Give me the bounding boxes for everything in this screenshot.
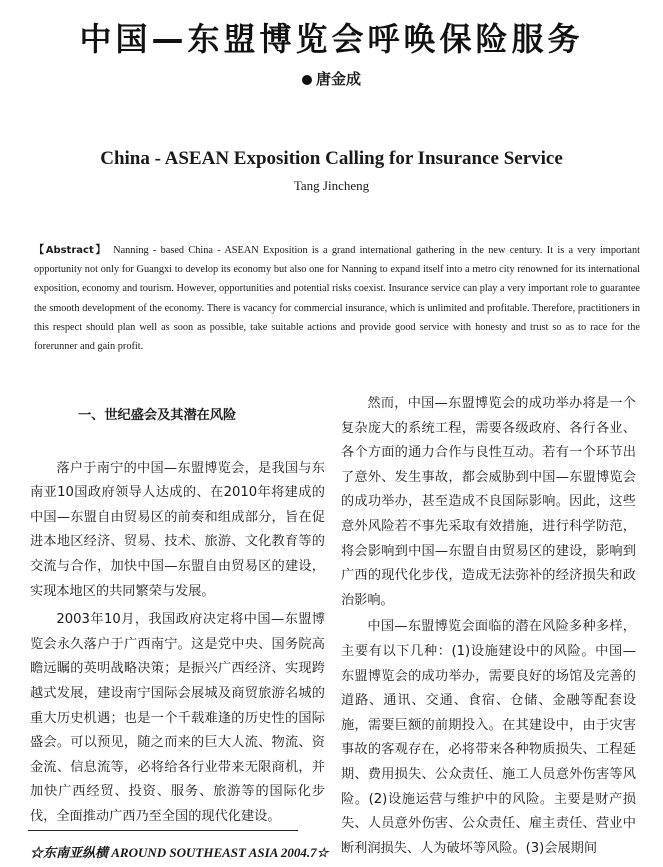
left-column bbox=[30, 392, 325, 834]
section-heading: 一、世纪盛会及其潜在风险 bbox=[78, 408, 237, 423]
footer-divider bbox=[28, 830, 298, 831]
english-author: Tang Jincheng bbox=[293, 178, 370, 193]
chinese-title: 中国—东盟博览会呼唤保险服务 bbox=[79, 20, 584, 58]
abstract bbox=[34, 241, 640, 356]
left-paragraph-2: 2003年10月，我国政府决定将中国—东盟博览会永久落户于广西南宁。这是党中央、国务院高瞻远瞩的英明战略决策；是振兴广西经济、实现跨越式发展，建设南宁国际会展城及商贸旅游名城的重大历史机遇；也是一个千载难逢的历史性的国际盛会。可以预见，随之而来的巨大人流、物流、资金流、信息流等，必将给各行业带来无限商机，并加快广西经贸、投资、服务、旅游等的国际化步伐，全面推动广西乃至全国的现代化建设。 bbox=[30, 612, 325, 824]
bullet-dot-icon bbox=[302, 75, 312, 85]
left-paragraph-1: 落户于南宁的中国—东盟博览会，是我国与东南亚10国政府领导人达成的、在2010年将建成的中国—东盟自由贸易区的前奏和组成部分，旨在促进本地区经济、贸易、技术、旅游、文化教育等的交流与合作，加快中国—东盟自由贸易区的建设，实现本地区的共同繁荣与发展。 bbox=[30, 460, 325, 599]
journal-footer: ☆东南亚纵横 AROUND SOUTHEAST ASIA 2004.7☆ bbox=[30, 845, 329, 860]
right-paragraph-2: 中国—东盟博览会面临的潜在风险多种多样，主要有以下几种：(1)设施建设中的风险。中国—东盟博览会的成功举办，需要良好的场馆及完善的道路、通讯、交通、食宿、仓储、金融等配套设施，需要巨额的前期投入。在其建设中，由于灾害事故的客观存在，必将带来各种物质损失、工程延期、费用损失、公众责任、施工人员意外伤害等风险。(2)设施运营与维护中的风险。主要是财产损失、人员意外伤害、公众责任、雇主责任、营业中断利润损失、人为破坏等风险。(3)会展期间 bbox=[341, 619, 636, 856]
chinese-author-name: 唐金成 bbox=[315, 70, 361, 88]
chinese-author bbox=[0, 68, 663, 89]
abstract-label: 【Abstract】 bbox=[34, 245, 108, 256]
right-column bbox=[341, 392, 636, 865]
right-paragraph-1: 然而，中国—东盟博览会的成功举办将是一个复杂庞大的系统工程，需要各级政府、各行各业、各个方面的通力合作与良性互动。若有一个环节出了意外、发生事故，都会威胁到中国—东盟博览会的成功举办，甚至造成不良国际影响。因此，这些意外风险若不事先采取有效措施，进行科学防范，将会影响到中国—东盟自由贸易区的建设，影响到广西的现代化步伐，造成无法弥补的经济损失和政治影响。 bbox=[341, 396, 636, 608]
english-title: China - ASEAN Exposition Calling for Insurance Service bbox=[100, 148, 563, 169]
abstract-text: Nanning - based China - ASEAN Exposition is a grand international gathering in the new century. It is a very important opportunity not only for Guangxi to develop its economy but also one for Nanning to expand itself into a metro city renowned for its international exposition, economy and tourism. However, opportunities and potential risks coexist. Insurance service can play a very important role to guarantee the smooth development of the economy. There is vacancy for commercial insurance, which is unlimited and profitable. Therefore, practitioners in this respect should plan well as soon as possible, take suitable actions and provide good service with honesty and trust so as to race for the forerunner and gain profit. bbox=[34, 245, 640, 353]
